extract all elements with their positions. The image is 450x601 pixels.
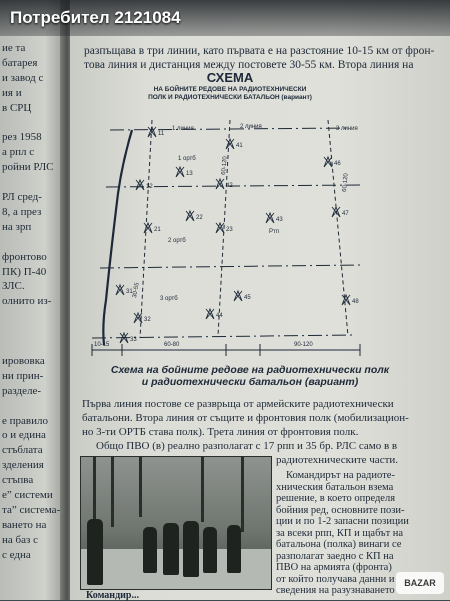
radar-post-icon xyxy=(116,285,124,295)
post-number: 45 xyxy=(244,295,251,301)
left-page-fragment: а рпл с xyxy=(2,146,35,159)
left-page-fragment: ването на xyxy=(2,518,47,531)
left-page-fragment: ни прин- xyxy=(2,369,44,382)
left-page-fragment: разделе- xyxy=(2,384,42,397)
left-page-fragment: и завод с xyxy=(2,71,44,84)
front-line xyxy=(103,130,132,345)
radar-post-icon xyxy=(226,139,234,149)
left-page-fragment: олнито из- xyxy=(2,295,52,308)
post-number: 21 xyxy=(154,227,161,233)
archive-photo xyxy=(80,456,272,590)
post-number: 33 xyxy=(130,337,137,343)
distance-label-1: 10-15 xyxy=(94,342,110,348)
radar-post-icon xyxy=(216,179,224,189)
post-line-3 xyxy=(328,120,348,336)
radar-post-icon xyxy=(234,291,242,301)
schema-subtitle-line-1: НА БОЙНИТЕ РЕДОВЕ НА РАДИОТЕХНИЧЕСКИ xyxy=(153,86,307,93)
boundary-line xyxy=(100,265,360,268)
radar-post-icon xyxy=(186,211,194,221)
radar-post-icon xyxy=(266,213,274,223)
left-page-fragment: е правило xyxy=(2,414,48,427)
post-number: 32 xyxy=(144,317,151,323)
post-number: 42 xyxy=(226,183,233,189)
body-line-1: Първа линия постове се разврьща от армейските радиотехнически xyxy=(82,398,394,410)
post-number: 11 xyxy=(158,131,165,137)
right-column-line: решение, в което определя xyxy=(276,493,396,504)
right-column-line: хническия батальон взема xyxy=(276,481,394,493)
left-page-fragment: на зрп xyxy=(2,220,32,233)
vertical-label-3: 60-120 xyxy=(342,173,350,193)
left-page-fragment: ройни РЛС xyxy=(2,161,54,174)
right-column-line: от който получава данни и xyxy=(276,573,395,585)
figure-caption: Схема на бойните редове на радиотехнически полк и радиотехнически батальон (вариант) xyxy=(110,364,390,388)
unit-label-3: 3 ортб xyxy=(160,296,178,302)
left-page-fragment: РЛ сред- xyxy=(2,191,42,203)
left-page-fragment: ПК) П-40 xyxy=(2,265,47,278)
radar-post-icon xyxy=(332,207,340,217)
post-number: 31 xyxy=(126,289,133,295)
radar-post-icon xyxy=(324,157,332,167)
body-line-3: но 3-ти ОРТБ става полк). Трета линия от фронтовия полк. xyxy=(82,426,359,438)
left-page-fragment: та” система- xyxy=(2,503,60,516)
radar-post-icon xyxy=(176,167,184,177)
left-page-fragment: ия и xyxy=(2,86,22,99)
post-number: 12 xyxy=(146,184,153,190)
left-page-fragment: ие та xyxy=(2,42,26,54)
distance-label-2: 60-80 xyxy=(164,342,180,348)
post-number: 44 xyxy=(216,313,223,319)
left-page-fragment: ЗЛС. xyxy=(2,280,25,293)
post-number: 43 xyxy=(276,217,283,223)
unit-label-1: 1 ортб xyxy=(178,156,196,162)
post-number: 23 xyxy=(226,227,233,233)
right-column-line: сведения на разузнаването xyxy=(276,585,395,596)
vertical-label-2: 60-120 xyxy=(221,156,229,176)
right-column-line: ПВО на армията (фронта) xyxy=(276,562,392,573)
post-number: 47 xyxy=(342,211,349,217)
post-number: 22 xyxy=(196,215,203,221)
left-page-fragment: е” системи xyxy=(2,489,53,501)
distance-label-3: 90-120 xyxy=(294,342,313,348)
post-number: 41 xyxy=(236,143,243,149)
schema-title: СХЕМА xyxy=(206,70,254,85)
body-line-5: радиотехническите части. xyxy=(276,454,399,466)
bazar-logo: BAZAR xyxy=(396,572,444,594)
radar-post-icon xyxy=(342,295,350,305)
radar-post-icon xyxy=(216,223,224,233)
left-page-fragment: зделения xyxy=(2,459,44,472)
user-banner xyxy=(0,0,450,36)
left-page-fragment: фронтово xyxy=(2,250,47,263)
line-label-1: 1 линия xyxy=(172,126,194,132)
left-page-fragment: стъпва xyxy=(2,474,34,487)
post-number: 48 xyxy=(352,299,359,305)
line-label-2: 2 линия xyxy=(240,124,262,130)
radar-post-icon xyxy=(206,309,214,319)
left-page-fragment: ирововка xyxy=(2,354,45,367)
body-line-2: батальони. Втора линия от същите и фронтовия полк (мобилизацион- xyxy=(82,412,409,424)
post-number: 46 xyxy=(334,161,341,167)
left-page-fragment: 8, а през xyxy=(2,205,42,218)
unit-label-4: Ртп xyxy=(269,229,279,235)
left-page-fragment: в СРЦ xyxy=(2,101,32,114)
boundary-line xyxy=(106,185,360,187)
radar-post-icon xyxy=(144,223,152,233)
left-page-fragment: с една xyxy=(2,548,31,561)
top-text-line-2: това линия и дистанция между постовете 30-55 км. Втора линия на xyxy=(84,59,414,71)
right-column-line: разполагат заедно с КП на xyxy=(276,550,394,562)
left-page-fragment: батарея xyxy=(2,56,38,69)
body-line-4: Общо ПВО (в) реално разполагат с 17 рпп и 35 бр. РЛС само в в xyxy=(96,440,398,452)
left-page-fragment: стъблата xyxy=(2,444,43,457)
right-column-line: батальона (полка) винаги се xyxy=(276,539,402,550)
left-page-fragment: на баз с xyxy=(2,533,38,546)
post-number: 13 xyxy=(186,171,193,177)
left-page-fragment: рез 1958 xyxy=(2,131,42,144)
line-label-3: 3 линия xyxy=(336,126,358,132)
right-column-line: Командирът на радиоте- xyxy=(286,470,395,481)
photo-caption: Командир... xyxy=(86,590,139,601)
left-page-fragment: о и едина xyxy=(2,429,46,442)
banner-title: Потребител 2121084 xyxy=(10,8,181,27)
vertical-label-1: 30-55 xyxy=(132,282,141,299)
radar-post-icon xyxy=(136,180,144,190)
schema-subtitle-line-2: ПОЛК И РАДИОТЕХНИЧЕСКИ БАТАЛЬОН (вариант) xyxy=(148,94,312,101)
unit-label-2: 2 ортб xyxy=(168,238,186,244)
battle-order-diagram xyxy=(80,100,380,360)
right-column-line: ции и по 1-2 запасни позиции xyxy=(276,516,409,527)
top-text-line-1: разпъщава в три линии, като първата е на разстояние 10-15 км от фрон- xyxy=(84,45,435,57)
right-column-line: бойния ред, основните пози- xyxy=(276,504,405,516)
right-column-line: за всеки рпп, КП и щабът на xyxy=(276,527,404,539)
